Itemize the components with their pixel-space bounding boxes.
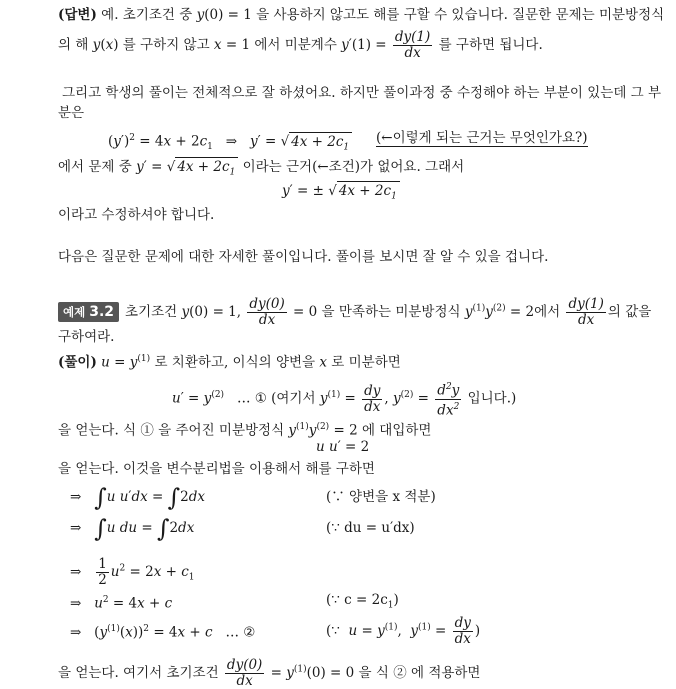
- text-span: 의 값을: [607, 304, 652, 320]
- answer-line-3: 그리고 학생의 풀이는 전체적으로 잘 하셨어요. 하지만 풀이과정 중 수정해야 하는 부분이 있는데 그 부: [62, 85, 662, 101]
- answer-line-5: 에서 문제 중 y′ = √ $4x + 2c_1$ 이라는 근거(←조건)가 없어요. 그래서: [58, 157, 464, 182]
- text-span: 을 만족하는 미분방정식: [317, 304, 465, 320]
- example-line-1: 예제 3.2 초기조건 y(0) = 1, $\frac{dy(0)}{dx}$ = 0 을 만족하는 미분방정식 $y^{(1)}y^{(2)} = 2$에서 $\frac{dy(1)}{dx}$ 의 값을: [58, 297, 651, 328]
- text-span: 를 구하지 않고: [118, 37, 214, 53]
- answer-tag: (답변): [58, 7, 97, 23]
- question-note: [376, 129, 588, 147]
- text-span: 이라는 근거(←조건)가 없어요. 그래서: [238, 159, 465, 175]
- text-span: 을 식 ② 에 적용하면: [354, 665, 481, 681]
- text-span: 초기조건: [125, 304, 182, 320]
- text-span: (∵ c = 2c: [326, 592, 388, 608]
- equation-2: y′ = ± √ $4x + 2c_1$: [282, 181, 400, 206]
- text-span: 예. 초기조건 중: [101, 7, 197, 23]
- derivation-note-4: (∵ $c = 2c_1$): [326, 592, 399, 611]
- derivation-note-2: (∵ du = u′dx): [326, 520, 415, 536]
- text-span: 에 대입하면: [357, 422, 432, 439]
- badge-number: 3.2: [89, 304, 115, 320]
- text-span: … ① (여기서: [236, 390, 320, 407]
- derivation-row-1: ⇒ ∫u u′dx = ∫2dx: [70, 483, 206, 512]
- text-span: 입니다.): [463, 390, 517, 407]
- text-span: 를 구하면 됩니다.: [438, 37, 543, 53]
- solution-line-1: (풀이) $u = y^{(1)}$ 로 치환하고, 이식의 양변을 x 로 미분하면: [58, 354, 401, 371]
- equation-1: $(y')^2 = 4x + 2c_1$ ⇒ y′ = √ $4x + 2c_1$: [108, 129, 352, 156]
- text-span: 을 얻는다. 식 ① 을 주어진 미분방정식: [58, 422, 289, 439]
- fraction: $\frac{d^2y}{dx^2}$: [437, 382, 460, 418]
- badge-label: 예제: [63, 305, 86, 319]
- text-span: 을 얻는다. 여기서 초기조건: [58, 665, 223, 681]
- derivation-row-4: ⇒ $u^2 = 4x + c$: [70, 595, 173, 612]
- fraction: $\frac{dy}{dx}$: [364, 382, 381, 415]
- text-span: 로 치환하고, 이식의 양변을: [150, 354, 320, 371]
- fraction: $\frac{dy(0)}{dx}$: [226, 657, 263, 689]
- example-badge: [58, 302, 119, 322]
- fraction: $\frac{dy}{dx}$: [454, 615, 471, 647]
- fraction: $\frac{dy(1)}{dx}$: [394, 29, 431, 61]
- solution-last-line: 을 얻는다. 여기서 초기조건 $\frac{dy(0)}{dx}$ = $y^{(1)}(0) = 0$ 을 식 ② 에 적용하면: [58, 657, 481, 689]
- text-span: 에서 미분계수: [250, 37, 342, 53]
- solution-line-3: 을 얻는다. 식 ① 을 주어진 미분방정식 $y^{(1)}y^{(2)} = 2$ 에 대입하면: [58, 422, 432, 439]
- example-line-2: 구하여라.: [58, 329, 115, 345]
- answer-line-1: (답변) 예. 초기조건 중 y(0) = 1 을 사용하지 않고도 해를 구할 수 있습니다. 질문한 문제는 미분방정식: [58, 7, 665, 23]
- derivation-row-2: ⇒ ∫u du = ∫2dx: [70, 514, 195, 543]
- derivation-note-1: (∵ 양변을 x 적분): [326, 489, 436, 505]
- solution-line-4: 을 얻는다. 이것을 변수분리법을 이용해서 해를 구하면: [58, 461, 375, 477]
- solution-line-2: $u' = y^{(2)}$ … ① (여기서 $y^{(1)}$ = $\frac{dy}{dx}$ , $y^{(2)}$ = $\frac{d^2y}{dx^2}$ 입니다.): [172, 382, 517, 418]
- text-span: 로 미분하면: [326, 354, 401, 371]
- text-span: 을 사용하지 않고도 해를 구할 수 있습니다. 질문한 문제는 미분방정식: [251, 7, 665, 23]
- derivation-note-5: (∵ $u = y^{(1)}$, $y^{(1)}$ = $\frac{dy}{dx}$ ): [326, 615, 481, 647]
- fraction: $\frac{1}{2}$: [98, 556, 107, 588]
- solution-tag: (풀이): [58, 354, 97, 371]
- answer-line-2: 의 해 y(x) 를 구하지 않고 x = 1 에서 미분계수 y′(1) = $\frac{dy(1)}{dx}$ 를 구하면 됩니다.: [58, 29, 543, 61]
- fraction: $\frac{dy(1)}{dx}$: [568, 296, 604, 328]
- answer-line-6: 이라고 수정하셔야 합니다.: [58, 207, 215, 223]
- question-note-text: (←이렇게 되는 근거는 무엇인가요?): [376, 130, 588, 146]
- derivation-row-5: ⇒ $(y^{(1)}(x))^2 = 4x + c$ … ②: [70, 624, 256, 641]
- answer-line-4: 분은: [58, 105, 85, 121]
- text-span: 에서: [534, 304, 565, 320]
- math: y: [196, 7, 205, 23]
- derivation-row-3: ⇒ $\frac{1}{2}$ $u^2 = 2x + c_1$: [70, 556, 195, 588]
- equation-uu: u u′ = 2: [316, 439, 370, 455]
- answer-line-7: 다음은 질문한 문제에 대한 자세한 풀이입니다. 풀이를 보시면 잘 알 수 있을 겁니다.: [58, 249, 549, 265]
- math: y: [92, 37, 101, 53]
- text-span: 에서 문제 중: [58, 159, 137, 175]
- fraction: $\frac{dy(0)}{dx}$: [249, 296, 285, 328]
- text-span: 의 해: [58, 37, 93, 53]
